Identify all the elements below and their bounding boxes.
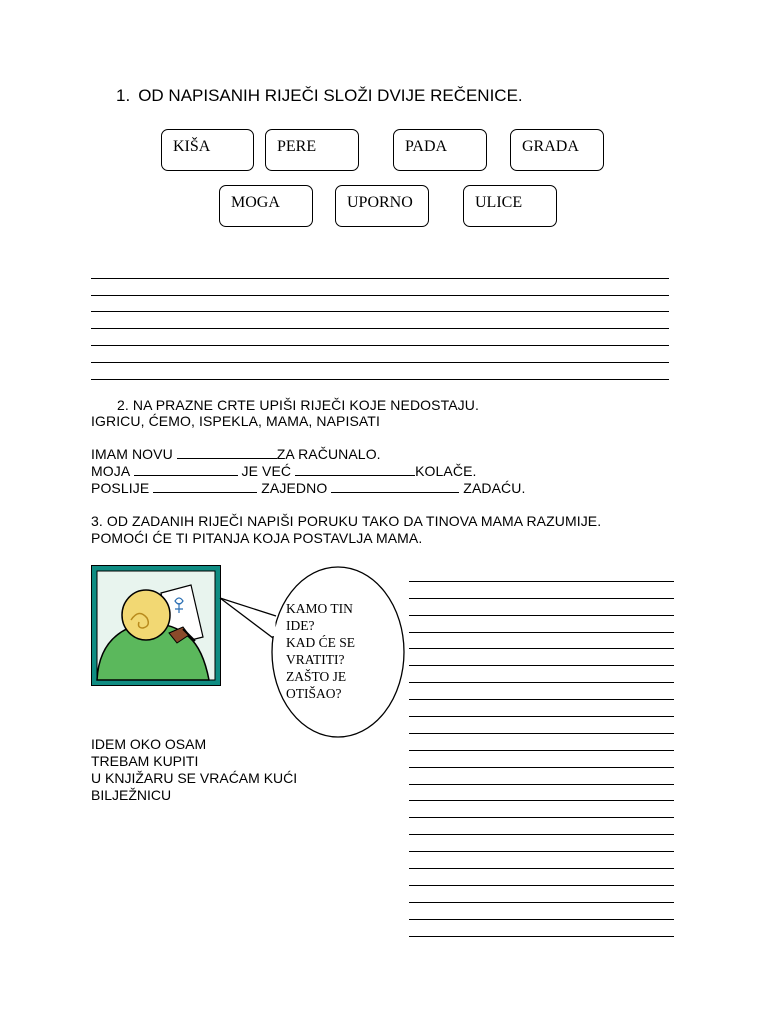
task3-phrases [91,736,297,804]
answer-line[interactable] [409,734,674,751]
word-box-kisa: KIŠA [161,129,254,171]
answer-line[interactable] [91,262,669,279]
answer-line[interactable] [409,785,674,802]
bubble-line: KAMO TIN [286,601,353,616]
sentence-text: JE VEĆ [237,463,296,479]
word-box-pere: PERE [265,129,359,171]
task2-sentence-2 [91,463,477,479]
fill-blank[interactable] [331,480,459,493]
task3-heading-line1: 3. OD ZADANIH RIJEČI NAPIŠI PORUKU TAKO DA TINOVA MAMA RAZUMIJE. [91,513,602,529]
fill-blank[interactable] [134,463,238,476]
sentence-text: POSLIJE [91,480,154,496]
answer-line[interactable] [91,312,669,329]
answer-line[interactable] [409,852,674,869]
answer-line[interactable] [409,565,674,582]
bubble-questions [286,600,355,702]
sentence-text: MOJA [91,463,134,479]
task1-number: 1. [116,86,131,105]
answer-line[interactable] [409,582,674,599]
sentence-text: ZADAĆU. [459,480,526,496]
answer-line[interactable] [409,886,674,903]
task1-title-text: OD NAPISANIH RIJEČI SLOŽI DVIJE REČENICE. [138,86,523,105]
bubble-line: KAD ĆE SE [286,635,356,650]
answer-line[interactable] [409,903,674,920]
sentence-text: ZAJEDNO [257,480,332,496]
task3-answer-lines[interactable] [409,565,674,937]
answer-line[interactable] [91,363,669,380]
answer-line[interactable] [91,296,669,313]
word-box-grada: GRADA [510,129,604,171]
fill-blank[interactable] [153,480,257,493]
bubble-line: VRATITI? [286,652,345,667]
answer-line[interactable] [409,717,674,734]
sentence-text: ZA RAČUNALO. [276,446,381,462]
task1-answer-lines[interactable] [91,262,669,380]
answer-line[interactable] [409,633,674,650]
bubble-line: ZAŠTO JE [286,669,347,684]
answer-line[interactable] [409,801,674,818]
answer-line[interactable] [409,616,674,633]
task3-heading-line2: POMOĆI ĆE TI PITANJA KOJA POSTAVLJA MAMA. [91,530,423,546]
task2-sentence-3 [91,480,525,496]
sentence-text: KOLAČE. [415,463,477,479]
answer-line[interactable] [409,700,674,717]
phrase-line: U KNJIŽARU SE VRAĆAM KUĆI [91,770,298,786]
answer-line[interactable] [409,920,674,937]
answer-line[interactable] [409,666,674,683]
task2-word-bank: IGRICU, ĆEMO, ISPEKLA, MAMA, NAPISATI [91,413,380,429]
answer-line[interactable] [409,751,674,768]
phrase-line: BILJEŽNICU [91,787,172,803]
phrase-line: TREBAM KUPITI [91,753,199,769]
answer-line[interactable] [91,279,669,296]
fill-blank[interactable] [295,463,415,476]
word-box-pada: PADA [393,129,487,171]
answer-line[interactable] [409,869,674,886]
boy-writing-picture [91,565,221,686]
word-box-ulice: ULICE [463,185,557,227]
answer-line[interactable] [409,649,674,666]
task1-title [116,86,523,106]
answer-line[interactable] [409,818,674,835]
answer-line[interactable] [409,768,674,785]
fill-blank[interactable] [177,446,277,459]
phrase-line: IDEM OKO OSAM [91,736,207,752]
bubble-line: OTIŠAO? [286,686,342,701]
task2-heading: 2. NA PRAZNE CRTE UPIŠI RIJEČI KOJE NEDOSTAJU. [117,397,479,413]
sentence-text: IMAM NOVU [91,446,177,462]
task2-sentence-1 [91,446,381,462]
answer-line[interactable] [91,346,669,363]
answer-line[interactable] [91,329,669,346]
bubble-line: IDE? [286,618,315,633]
answer-line[interactable] [409,599,674,616]
word-box-moga: MOGA [219,185,313,227]
answer-line[interactable] [409,835,674,852]
word-box-uporno: UPORNO [335,185,429,227]
answer-line[interactable] [409,683,674,700]
